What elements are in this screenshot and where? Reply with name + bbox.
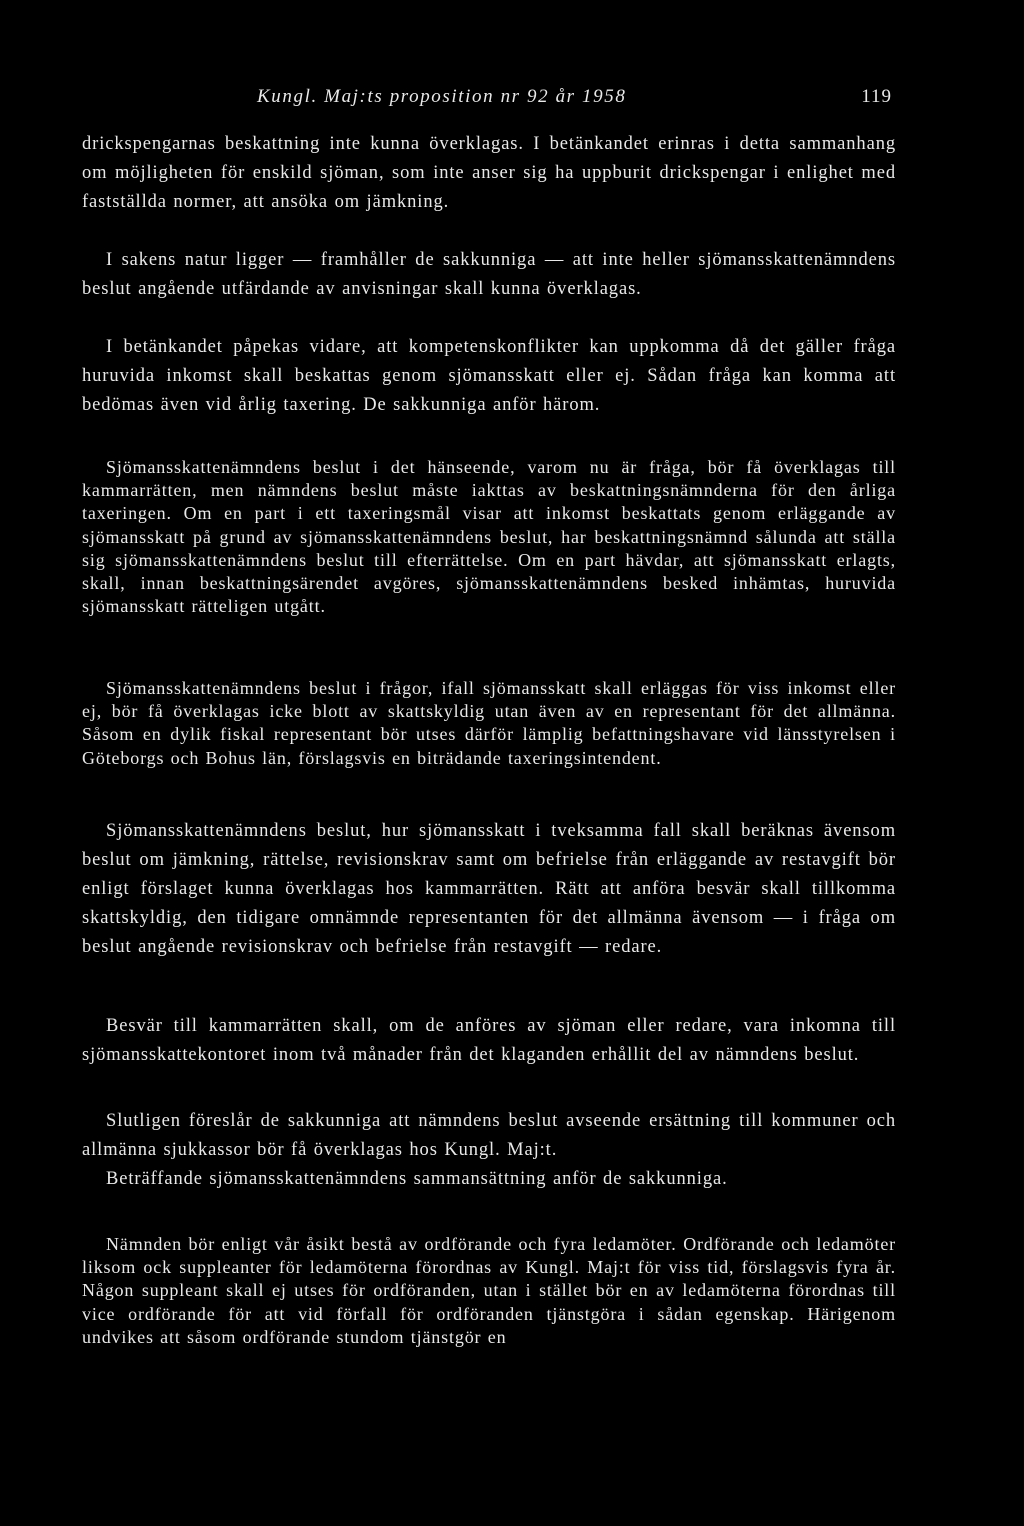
quoted-paragraph: Sjömansskattenämndens beslut i det hänseende, varom nu är fråga, bör få överklagas till kammarrätten, men nämndens beslut måste iakttas av beskattningsnämnderna för den årliga taxeringen. Om en part i ett taxeringsmål visar att inkomst beskattats genom erläggande av sjömansskatt på grund av sjömansskattenämndens beslut, har beskattningsnämnd sålunda att ställa sig sjömansskattenämndens beslut till efterrättelse. Om en part hävdar, att sjömansskatt erlagts, skall, innan beskattningsärendet avgöres, sjömansskattenämndens besked inhämtas, huruvida sjömansskatt rätteligen utgått.: [82, 457, 896, 617]
paragraph: Besvär till kammarrätten skall, om de anföres av sjöman eller redare, vara inkomna till sjömansskattekontoret inom två månader från det klaganden erhållit del av nämndens beslut.: [82, 1016, 896, 1065]
page-number: 119: [861, 86, 892, 107]
quoted-paragraph: Nämnden bör enligt vår åsikt bestå av ordförande och fyra ledamöter. Ordförande och ledamöter liksom ock suppleanter för ledamöterna förordnas av Kungl. Maj:t för viss tid, förslagsvis fyra år. Någon suppleant skall ej utses för ordföranden, utan i stället bör en av ledamöterna förordnas till vice ordförande för att vid förfall för ordföranden tjänstgöra i sådan egenskap. Härigenom undvikes att såsom ordförande stundom tjänstgör en: [82, 1234, 896, 1347]
quoted-paragraph: Sjömansskattenämndens beslut i frågor, ifall sjömansskatt skall erläggas för viss inkomst eller ej, bör få överklagas icke blott av skattskyldig utan även av en representant för det allmänna. Såsom en dylik fiskal representant bör utses därför lämplig befattningshavare vid länsstyrelsen i Göteborgs och Bohus län, förslagsvis en biträdande taxeringsintendent.: [82, 678, 896, 768]
paragraph: I betänkandet påpekas vidare, att kompetenskonflikter kan uppkomma då det gäller fråga huruvida inkomst skall beskattas genom sjömansskatt eller ej. Sådan fråga kan komma att bedömas även vid årlig taxering. De sakkunniga anför härom.: [82, 337, 896, 415]
running-header: [82, 86, 896, 116]
paragraph: drickspengarnas beskattning inte kunna överklagas. I betänkandet erinras i detta sammanhang om möjligheten för enskild sjöman, som inte anser sig ha uppburit drickspengar i enlighet med fastställda normer, att ansöka om jämkning.: [82, 134, 896, 212]
paragraph: I sakens natur ligger — framhåller de sakkunniga — att inte heller sjömansskattenämndens beslut angående utfärdande av anvisningar skall kunna överklagas.: [82, 250, 896, 299]
paragraph: Slutligen föreslår de sakkunniga att nämndens beslut avseende ersättning till kommuner och allmänna sjukkassor bör få överklagas hos Kungl. Maj:t.: [82, 1111, 896, 1160]
paragraph: Sjömansskattenämndens beslut, hur sjömansskatt i tveksamma fall skall beräknas ävensom beslut om jämkning, rättelse, revisionskrav samt om befrielse från erläggande av restavgift bör enligt förslaget kunna överklagas hos kammarrätten. Rätt att anföra besvär skall tillkomma skattskyldig, den tidigare omnämnde representanten för det allmänna ävensom — i fråga om beslut angående revisionskrav och befrielse från restavgift — redare.: [82, 821, 896, 957]
running-header-title: Kungl. Maj:ts proposition nr 92 år 1958: [257, 86, 627, 107]
paragraph: Beträffande sjömansskattenämndens sammansättning anför de sakkunniga.: [106, 1169, 728, 1189]
